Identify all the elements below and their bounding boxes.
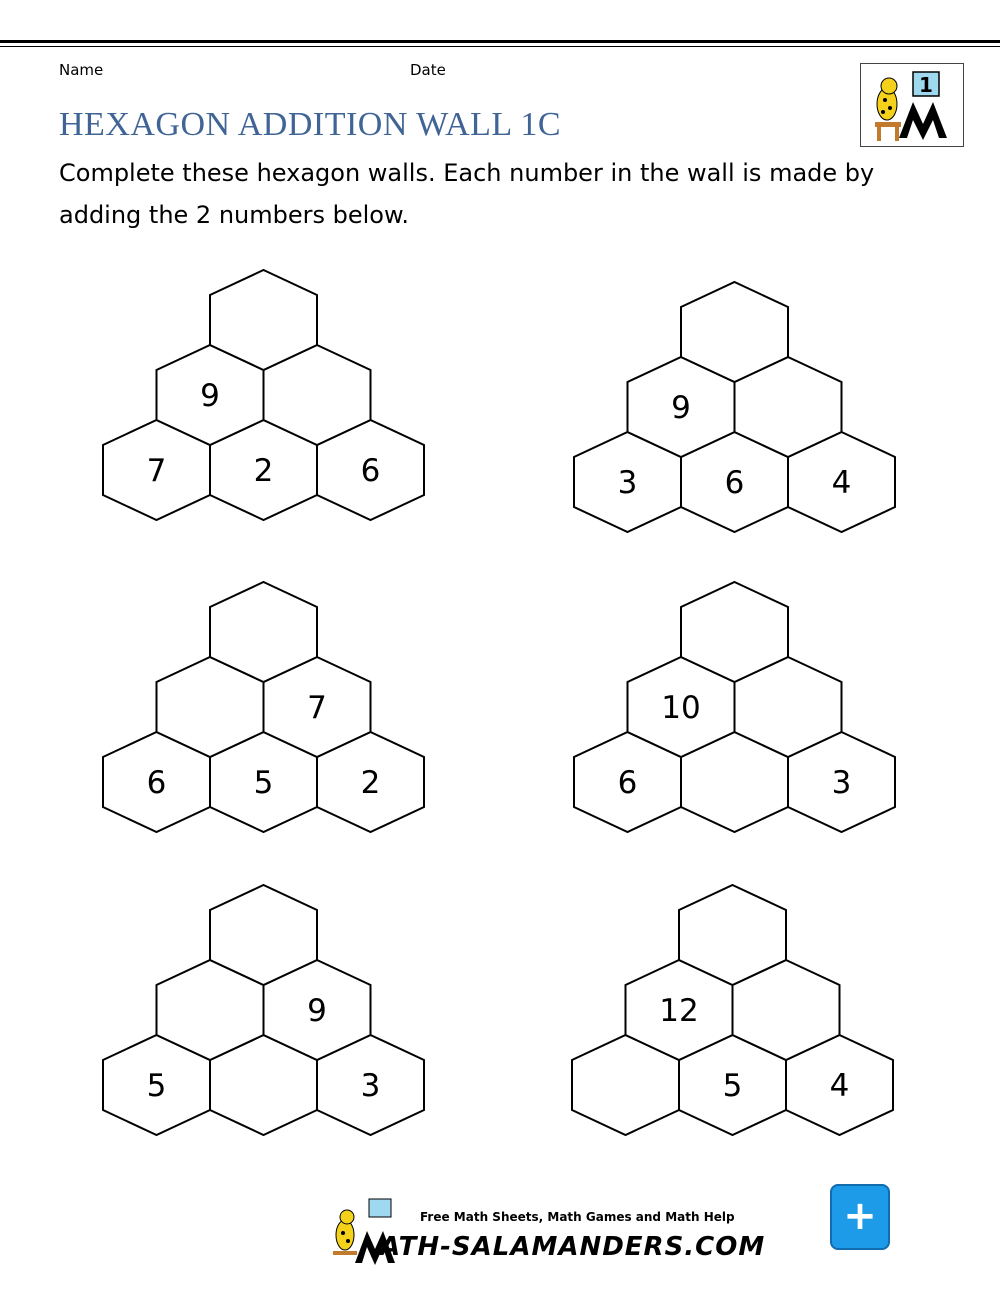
hex-number: 6	[724, 465, 745, 501]
hex-number: 9	[307, 993, 327, 1029]
hex-number: 7	[146, 453, 167, 489]
hex-number: 6	[360, 453, 381, 489]
grade-badge: 1	[919, 73, 933, 97]
date-label: Date	[410, 61, 446, 79]
hex-number: 6	[146, 765, 167, 801]
hex-number: 3	[617, 465, 638, 501]
hex-number: 9	[671, 390, 691, 426]
hex-number: 4	[829, 1068, 850, 1104]
hex-number: 2	[360, 765, 381, 801]
hex-number: 3	[360, 1068, 381, 1104]
hex-number: 9	[200, 378, 220, 414]
plus-button[interactable]: +	[830, 1184, 890, 1250]
hex-number: 5	[722, 1068, 743, 1104]
footer-site-name[interactable]: ATH-SALAMANDERS.COM	[380, 1232, 766, 1262]
hex-number: 5	[146, 1068, 167, 1104]
hex-number: 4	[831, 465, 852, 501]
hex-number: 6	[617, 765, 638, 801]
page-title: HEXAGON ADDITION WALL 1C	[59, 106, 562, 143]
instructions: Complete these hexagon walls. Each number in the wall is made by adding the 2 numbers below.	[59, 159, 875, 229]
hex-number: 12	[659, 993, 699, 1029]
hex-number: 2	[253, 453, 274, 489]
hex-number: 7	[307, 690, 327, 726]
hex-number: 5	[253, 765, 274, 801]
footer-tagline: Free Math Sheets, Math Games and Math Help	[420, 1210, 735, 1224]
name-label: Name	[59, 61, 104, 79]
hex-number: 3	[831, 765, 852, 801]
hex-number: 10	[661, 690, 701, 726]
